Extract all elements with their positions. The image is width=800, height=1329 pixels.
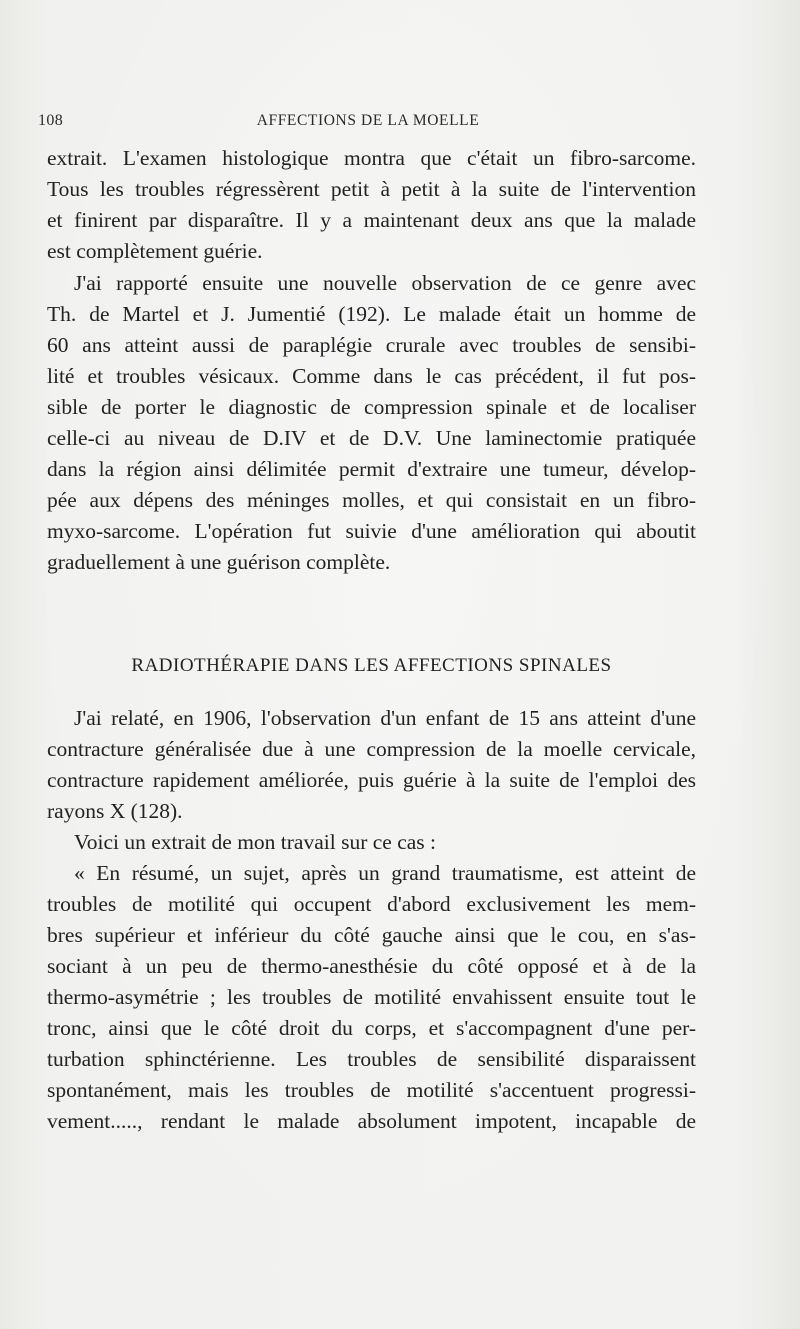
- text-line: troubles de motilité qui occupent d'abord exclusivement les mem-: [47, 892, 696, 916]
- text-line: graduellement à une guérison complète.: [47, 550, 391, 574]
- text-line: Th. de Martel et J. Jumentié (192). Le malade était un homme de: [47, 302, 696, 326]
- text-line: thermo-asymétrie ; les troubles de motilité envahissent ensuite tout le: [47, 985, 696, 1009]
- text-line: dans la région ainsi délimitée permit d'extraire une tumeur, dévelop-: [47, 457, 696, 481]
- text-line: J'ai rapporté ensuite une nouvelle observation de ce genre avec: [74, 271, 696, 295]
- running-title: AFFECTIONS DE LA MOELLE: [256, 112, 480, 129]
- text-line: bres supérieur et inférieur du côté gauche ainsi que le cou, en s'as-: [47, 923, 696, 947]
- text-line: sociant à un peu de thermo-anesthésie du côté opposé et à de la: [47, 954, 696, 978]
- text-line: spontanément, mais les troubles de motilité s'accentuent progressi-: [47, 1078, 696, 1102]
- running-head: [38, 112, 698, 136]
- text-line: et finirent par disparaître. Il y a maintenant deux ans que la malade: [47, 208, 696, 232]
- paragraph-martel: [47, 268, 696, 578]
- text-line: extrait. L'examen histologique montra que c'était un fibro-sarcome.: [47, 146, 696, 170]
- text-line: J'ai relaté, en 1906, l'observation d'un enfant de 15 ans atteint d'une: [74, 706, 696, 730]
- paragraphs-top: [47, 143, 696, 267]
- text-line: celle-ci au niveau de D.IV et de D.V. Une laminectomie pratiquée: [47, 426, 696, 450]
- section-heading: RADIOTHÉRAPIE DANS LES AFFECTIONS SPINALES: [131, 655, 612, 676]
- text-line: tronc, ainsi que le côté droit du corps, et s'accompagnent d'une per-: [47, 1016, 696, 1040]
- text-line: Tous les troubles régressèrent petit à petit à la suite de l'intervention: [47, 177, 696, 201]
- text-line: vement....., rendant le malade absolument impotent, incapable de: [47, 1109, 696, 1133]
- text-line: turbation sphinctérienne. Les troubles de sensibilité disparaissent: [47, 1047, 696, 1071]
- text-line: myxo-sarcome. L'opération fut suivie d'une amélioration qui aboutit: [47, 519, 696, 543]
- paragraphs-radiotherapy: [47, 703, 696, 1137]
- text-line: lité et troubles vésicaux. Comme dans le cas précédent, il fut pos-: [47, 364, 696, 388]
- text-line: Voici un extrait de mon travail sur ce cas :: [74, 830, 437, 854]
- text-line: sible de porter le diagnostic de compression spinale et de localiser: [47, 395, 696, 419]
- text-line: pée aux dépens des méninges molles, et qui consistait en un fibro-: [47, 488, 696, 512]
- text-line: « En résumé, un sujet, après un grand traumatisme, est atteint de: [74, 861, 696, 885]
- text-line: contracture rapidement améliorée, puis guérie à la suite de l'emploi des: [47, 768, 696, 792]
- text-line: 60 ans atteint aussi de paraplégie crurale avec troubles de sensibi-: [47, 333, 696, 357]
- text-line: est complètement guérie.: [47, 239, 263, 263]
- text-line: contracture généralisée due à une compression de la moelle cervicale,: [47, 737, 696, 761]
- page-number: 108: [38, 112, 64, 129]
- text-line: rayons X (128).: [47, 799, 183, 823]
